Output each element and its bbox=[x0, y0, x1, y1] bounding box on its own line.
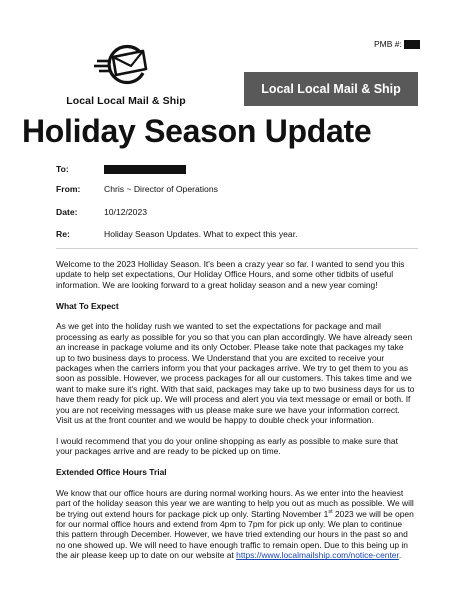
intro-line: information. We are looking forward to a great holiday season and a new year coming! bbox=[56, 279, 378, 290]
intro-line: update to help set expectations, Our Holiday Office Hours, and some other tidbits of useful bbox=[56, 269, 394, 280]
banner-text: Local Local Mail & Ship bbox=[261, 82, 401, 96]
paragraph-line: want to make sure it's right. With that said, packages may take up to two business days for us to bbox=[56, 383, 415, 394]
from-row bbox=[56, 184, 218, 194]
paragraph-line: I would recommend that you do your online shopping as early as possible to make sure that bbox=[56, 435, 398, 446]
paragraph-line: As we get into the holiday rush we wanted to set the expectations for package and mail bbox=[56, 321, 382, 332]
to-label: To: bbox=[56, 164, 69, 174]
pmb-field bbox=[374, 39, 420, 49]
to-row bbox=[56, 164, 186, 174]
re-row bbox=[56, 229, 297, 239]
paragraph-line: Visit us at the front counter and we would be happy to double check your information. bbox=[56, 415, 374, 426]
from-label: From: bbox=[56, 184, 81, 194]
notice-center-link[interactable]: https://www.localmailship.com/notice-center bbox=[236, 550, 399, 561]
paragraph-line: an increase in package volume and its only October. Please take note that packages my take bbox=[56, 342, 404, 353]
section-heading-what-to-expect: What To Expect bbox=[56, 300, 119, 311]
paragraph-line: packages when the carriers inform you that your packages arrive. We try to get them to you as bbox=[56, 363, 409, 374]
paragraph-line: part of the holiday season this year we are wanting to help you out as much as possible. We will bbox=[56, 498, 414, 509]
to-redaction bbox=[104, 165, 186, 174]
logo-text: Local Local Mail & Ship bbox=[66, 95, 186, 107]
expect-paragraph-1 bbox=[56, 321, 421, 425]
date-label: Date: bbox=[56, 207, 78, 217]
company-logo bbox=[64, 40, 188, 106]
paragraph-line: 2023 we will be open bbox=[332, 508, 414, 519]
expect-paragraph-2 bbox=[56, 436, 421, 457]
paragraph-line: the air please keep up to date on our website at bbox=[56, 550, 237, 561]
paragraph-line: have them ready for pick up. We will process and alert you via text message or email or both. If bbox=[56, 394, 411, 405]
extended-hours-paragraph bbox=[56, 488, 421, 561]
divider bbox=[56, 248, 418, 249]
letter-body bbox=[56, 259, 421, 561]
re-label: Re: bbox=[56, 229, 70, 239]
intro-line: Welcome to the 2023 Holliday Season. It's been a crazy year so far. I wanted to send you this bbox=[56, 259, 405, 269]
pmb-label: PMB #: bbox=[374, 39, 402, 49]
superscript-st: st bbox=[328, 508, 333, 515]
paragraph-line: you are not receiving messages with us please make sure we have your information correct. bbox=[56, 404, 400, 415]
paragraph-line: soon as possible. However, we process packages for all our customers. This takes time and we bbox=[56, 373, 412, 384]
date-value: 10/12/2023 bbox=[104, 207, 148, 217]
paragraph-line: up to two business days to process. We Understand that you are excited to receive your bbox=[56, 352, 385, 363]
pmb-redaction bbox=[404, 40, 420, 49]
intro-paragraph bbox=[56, 259, 421, 290]
paragraph-line: . bbox=[398, 550, 402, 561]
section-heading-extended-hours: Extended Office Hours Trial bbox=[56, 467, 167, 478]
re-value: Holiday Season Updates. What to expect this year. bbox=[104, 229, 298, 239]
mail-envelope-logo-icon bbox=[91, 40, 159, 94]
paragraph-line: processing as early as possible for you so that you can plan accordingly. We have already seen bbox=[56, 331, 413, 342]
paragraph-line: for our normal office hours and extend from 4pm to 7pm for pick up only. We plan to continue bbox=[56, 519, 403, 530]
paragraph-line: this pattern through December. However, we have tried extending our hours in the past so and bbox=[56, 529, 408, 540]
page-title: Holiday Season Update bbox=[22, 113, 372, 149]
paragraph-line: your packages arrive and are ready to be picked up on time. bbox=[56, 446, 281, 457]
paragraph-line: be trying out extend hours for package pick up only. Starting November 1 bbox=[56, 508, 329, 519]
from-value: Chris ~ Director of Operations bbox=[104, 184, 218, 194]
paragraph-line: We know that our office hours are during normal working hours. As we enter into the heaviest bbox=[56, 487, 404, 498]
paragraph-line: no one showed up. We will need to have enough traffic to remain open. Due to this being up in bbox=[56, 539, 408, 550]
company-banner bbox=[244, 72, 418, 106]
date-row bbox=[56, 207, 147, 217]
